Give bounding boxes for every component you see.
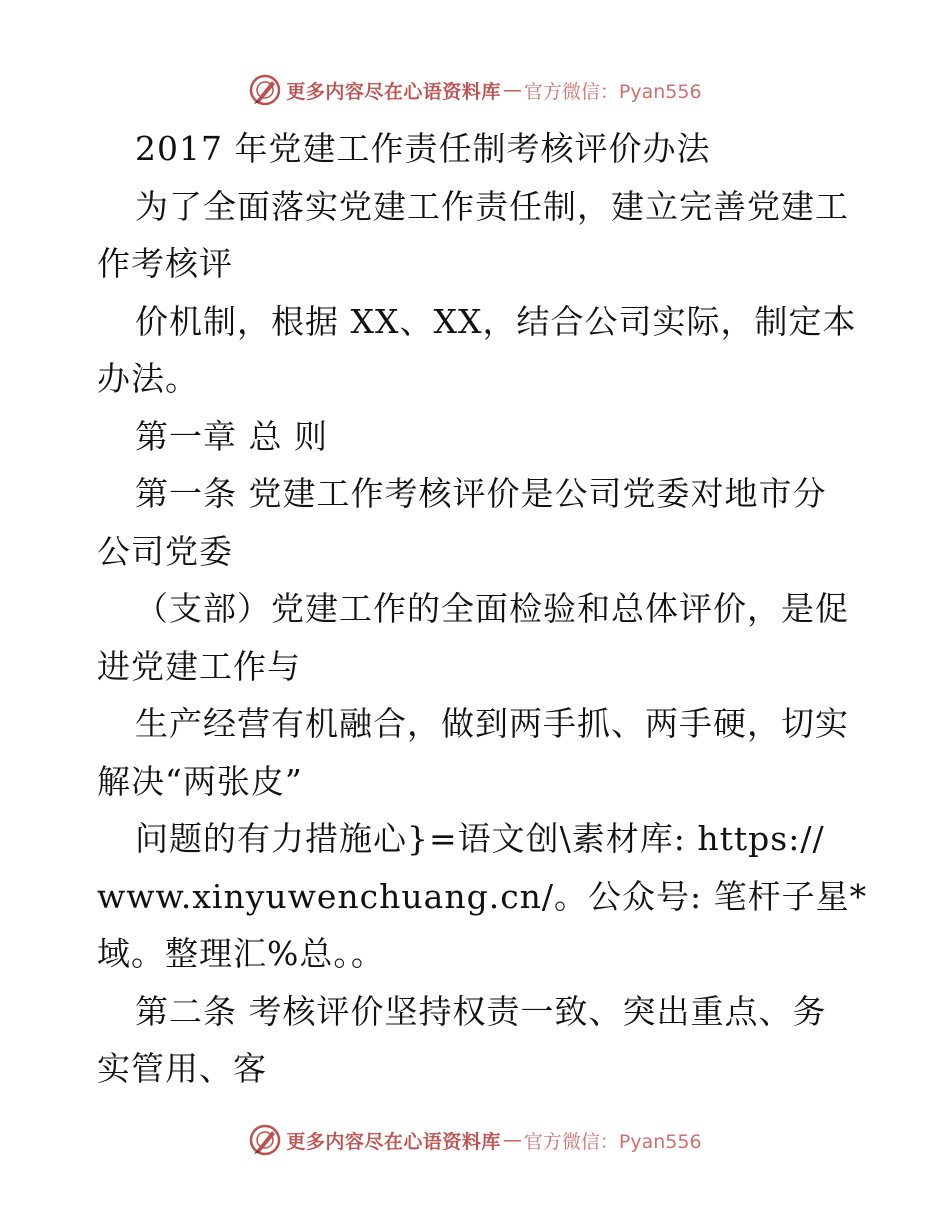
- text-line: 作考核评: [97, 244, 233, 283]
- text-line: 进党建工作与: [97, 646, 301, 686]
- text-line: 解决“两张皮”: [97, 761, 303, 801]
- text-line: 公司党委: [97, 531, 233, 571]
- document-title: 2017 年党建工作责任制考核评价办法: [135, 129, 711, 168]
- text-line: 问题的有力措施心}=语文创\素材库: https://: [135, 819, 825, 858]
- document-body: [97, 120, 868, 1098]
- footer-watermark-banner: [0, 1120, 950, 1160]
- text-line: 域。整理汇%总。。: [97, 934, 385, 973]
- text-line: 生产经营有机融合，做到两手抓、两手硬，切实: [135, 704, 849, 743]
- banner-main-text: 更多内容尽在心语资料库: [286, 80, 501, 103]
- text-line: （支部）党建工作的全面检验和总体评价，是促: [135, 589, 849, 628]
- pen-logo-icon: [248, 1123, 282, 1157]
- banner-main-text: 更多内容尽在心语资料库: [286, 1130, 501, 1153]
- text-line: 实管用、客: [97, 1049, 267, 1088]
- text-line: 第一条 党建工作考核评价是公司党委对地市分: [135, 474, 827, 513]
- header-watermark-banner: [0, 70, 950, 110]
- text-line: 价机制，根据 XX、XX，结合公司实际，制定本: [135, 301, 857, 341]
- text-line: 为了全面落实党建工作责任制，建立完善党建工: [135, 186, 849, 226]
- chapter-heading: 第一章 总 则: [135, 416, 328, 456]
- banner-dash: —: [502, 1129, 522, 1151]
- banner-wechat-text: 官方微信：Pyan556: [523, 1130, 702, 1153]
- banner-wechat-text: 官方微信：Pyan556: [523, 80, 702, 103]
- pen-logo-icon: [248, 73, 282, 107]
- text-line: 第二条 考核评价坚持权责一致、突出重点、务: [135, 991, 827, 1031]
- text-line: 办法。: [97, 359, 199, 398]
- text-line: www.xinyuwenchuang.cn/。公众号: 笔杆子星*: [97, 876, 868, 916]
- banner-dash: —: [502, 79, 522, 101]
